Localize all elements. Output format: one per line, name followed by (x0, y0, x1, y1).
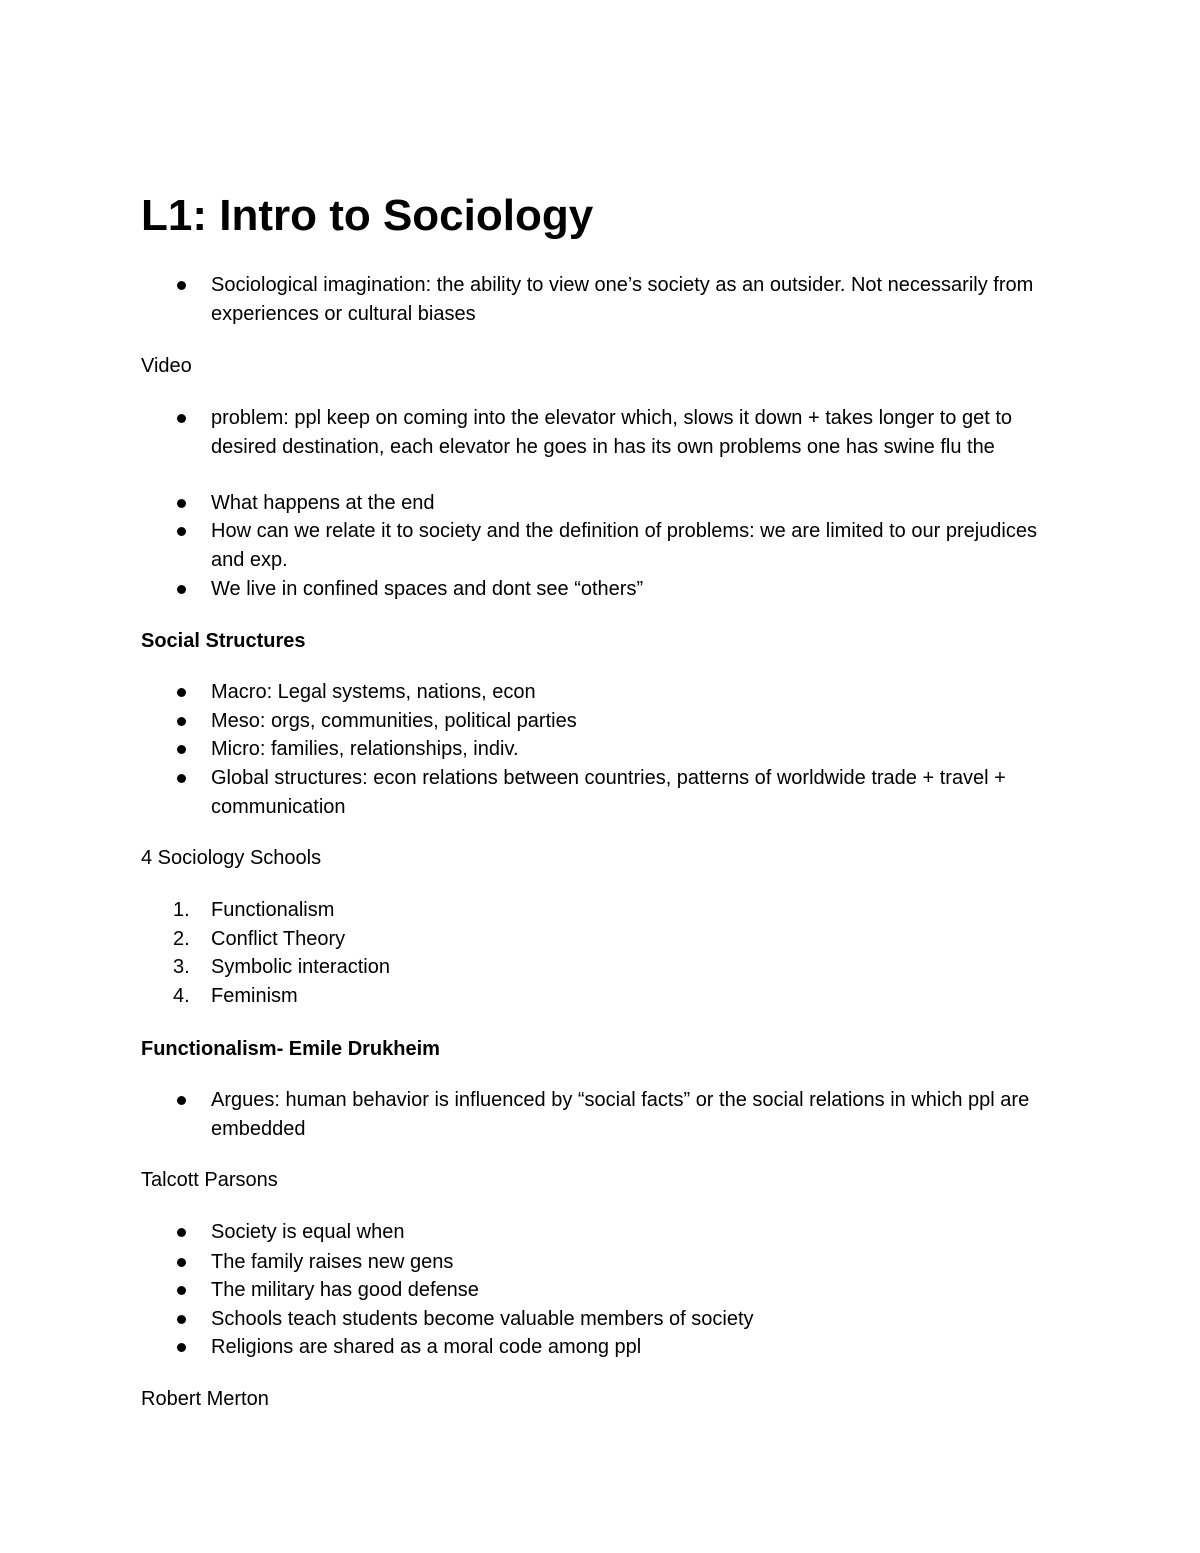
section-heading-functionalism: Functionalism- Emile Drukheim (141, 1038, 440, 1060)
list-item-text: Argues: human behavior is influenced by “social facts” or the social relations in which ppl are embedded (211, 1089, 1030, 1140)
list-item (211, 517, 1071, 574)
list-item-text: The military has good defense (211, 1279, 479, 1301)
bullet-icon (177, 774, 186, 783)
section-heading-robert-merton: Robert Merton (141, 1388, 269, 1410)
bullet-icon (177, 499, 186, 508)
list-item (211, 489, 1071, 518)
bullet-icon (177, 745, 186, 754)
bullet-icon (177, 414, 186, 423)
bullet-icon (177, 1258, 186, 1267)
list-item (211, 707, 1071, 736)
bullet-icon (177, 1286, 186, 1295)
section-heading-talcott-parsons: Talcott Parsons (141, 1169, 278, 1191)
list-item (211, 404, 1071, 461)
list-item-text: problem: ppl keep on coming into the elevator which, slows it down + takes longer to get to desired destination, each elevator he goes in has its own problems one has swine flu the (211, 407, 1013, 458)
list-item (211, 1305, 1071, 1334)
list-item (211, 1248, 1071, 1277)
list-item-text: The family raises new gens (211, 1251, 454, 1273)
section-heading-video: Video (141, 355, 192, 377)
list-item (211, 1086, 1071, 1143)
list-item-text: What happens at the end (211, 492, 435, 514)
bullet-icon (177, 1096, 186, 1105)
bullet-icon (177, 527, 186, 536)
list-item-text: Macro: Legal systems, nations, econ (211, 681, 536, 703)
list-item-text: Functionalism (211, 899, 335, 921)
list-item-text: Society is equal when (211, 1221, 405, 1243)
list-item-text: Global structures: econ relations between countries, patterns of worldwide trade + travel + communication (211, 767, 1006, 818)
list-item (211, 575, 1071, 604)
list-item-text: Religions are shared as a moral code among ppl (211, 1336, 642, 1358)
numbered-item (173, 896, 1071, 925)
list-item-text: Meso: orgs, communities, political parties (211, 710, 577, 732)
list-item (211, 678, 1071, 707)
list-item-text: Micro: families, relationships, indiv. (211, 738, 519, 760)
list-item (211, 271, 1071, 328)
bullet-icon (177, 1228, 186, 1237)
list-item (211, 1218, 1071, 1247)
list-number: 1. (173, 899, 190, 921)
bullet-icon (177, 585, 186, 594)
list-number: 3. (173, 956, 190, 978)
section-heading-social-structures: Social Structures (141, 630, 306, 652)
list-item-text: Conflict Theory (211, 928, 346, 950)
bullet-icon (177, 1315, 186, 1324)
list-number: 2. (173, 928, 190, 950)
page-title: L1: Intro to Sociology (141, 191, 594, 240)
numbered-item (173, 925, 1071, 954)
list-item (211, 764, 1071, 821)
list-item-text: We live in confined spaces and dont see “others” (211, 578, 644, 600)
bullet-icon (177, 281, 186, 290)
numbered-item (173, 953, 1071, 982)
list-number: 4. (173, 985, 190, 1007)
section-heading-sociology-schools: 4 Sociology Schools (141, 847, 322, 869)
list-item (211, 735, 1071, 764)
list-item-text: Feminism (211, 985, 298, 1007)
bullet-icon (177, 688, 186, 697)
numbered-item (173, 982, 1071, 1011)
list-item-text: Symbolic interaction (211, 956, 390, 978)
list-item-text: Sociological imagination: the ability to view one’s society as an outsider. Not necessarily from experiences or cultural biases (211, 274, 1034, 325)
list-item-text: How can we relate it to society and the definition of problems: we are limited to our prejudices and exp. (211, 520, 1037, 571)
list-item (211, 1276, 1071, 1305)
list-item (211, 1333, 1071, 1362)
bullet-icon (177, 1343, 186, 1352)
bullet-icon (177, 717, 186, 726)
list-item-text: Schools teach students become valuable members of society (211, 1308, 754, 1330)
